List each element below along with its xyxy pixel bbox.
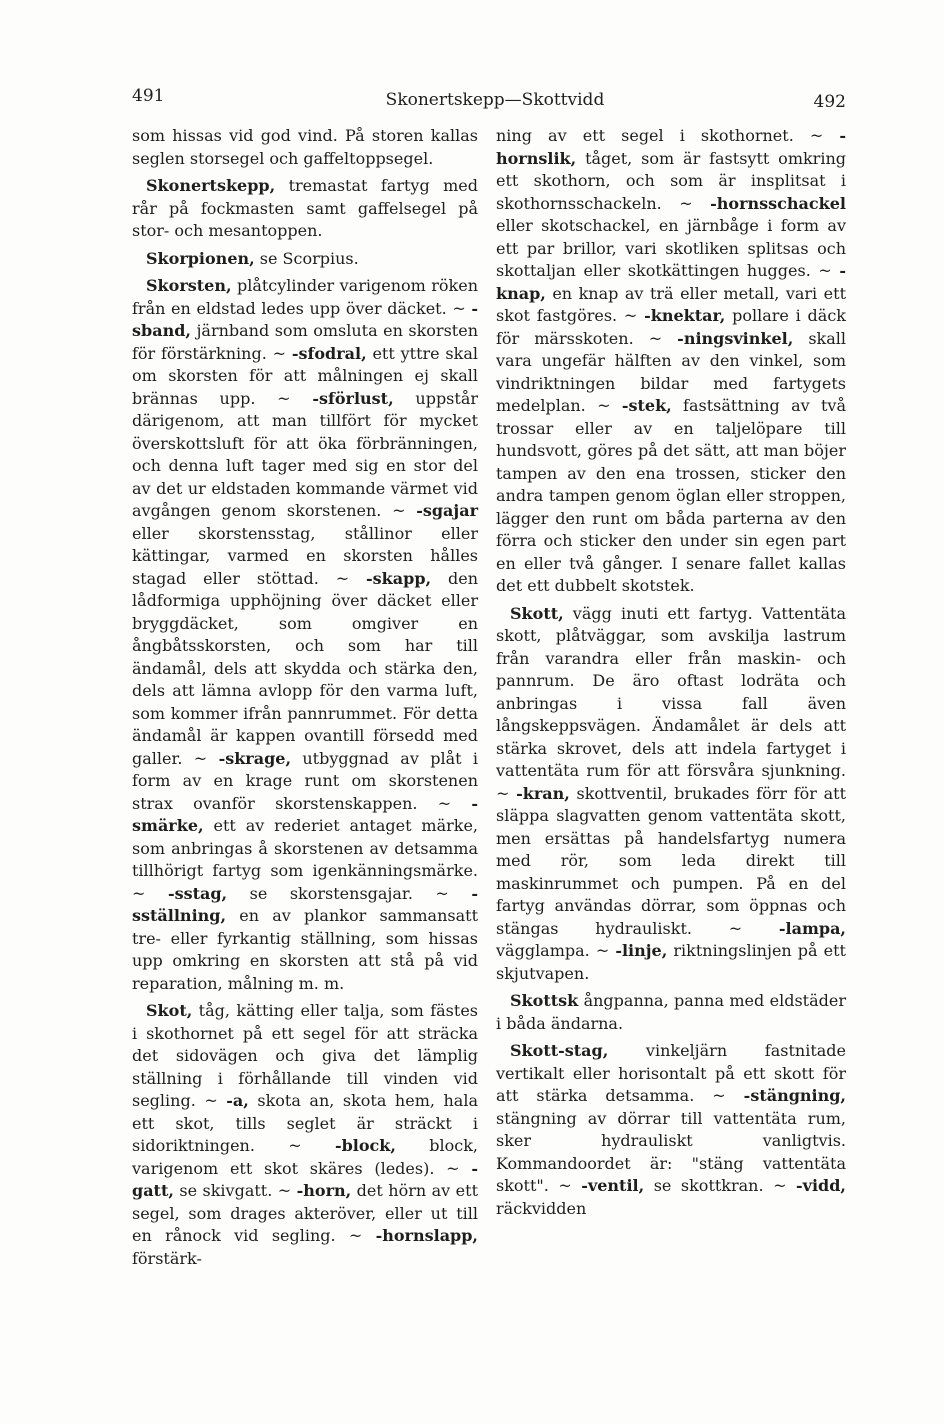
definition-text: se skivgatt. ~ <box>173 1181 297 1200</box>
definition-text: vinkeljärn fastnitade vertikalt eller horisontalt på ett skott för att stärka detsamma. ~ <box>496 1041 846 1105</box>
definition-text: tåg, kätting eller talja, som fästes i skothornet på ett segel för att sträcka det sidovägen och giva det lämplig ställning i förhållande till vinden vid segling. ~ <box>132 1001 478 1110</box>
definition-text: block, varigenom ett skot skäres (ledes). ~ <box>132 1136 479 1178</box>
headword: -smärke, <box>132 793 478 835</box>
definition-text: det hörn av ett segel, som drages akteröver, eller ut till en rånock vid segling. ~ <box>132 1181 479 1245</box>
dictionary-entry <box>496 990 846 1035</box>
entry-text <box>496 125 846 598</box>
headword: -stek, <box>621 396 672 415</box>
definition-text: tremastat fartyg med rår på fockmasten samt gaffelsegel på stor- och mesantoppen. <box>132 176 478 240</box>
headword: -sgajar <box>416 501 478 520</box>
headword: -a, <box>226 1091 249 1110</box>
headword: -ningsvinkel, <box>677 328 794 348</box>
definition-text: se skorstensgajar. ~ <box>227 883 472 903</box>
headword: -sstag, <box>167 883 228 903</box>
definition-text: ångpanna, panna med eldstäder i båda ändarna. <box>496 991 846 1033</box>
headword: -skapp, <box>366 568 432 588</box>
definition-text: pollare i däck för märsskoten. ~ <box>496 306 846 348</box>
definition-text: vägglampa. ~ <box>496 941 616 960</box>
headword: -hornsschackel <box>710 193 846 213</box>
dictionary-entry <box>132 275 478 995</box>
definition-text: se Scorpius. <box>254 248 359 268</box>
definition-text: som hissas vid god vind. På storen kallas seglen storsegel och gaffeltoppsegel. <box>132 126 478 168</box>
headword: Skorsten, <box>146 276 232 295</box>
headword: -knektar, <box>644 306 726 325</box>
definition-text: ett yttre skal om skorsten för att målningen ej skall brännas upp. ~ <box>132 343 478 408</box>
headword: -sband, <box>132 298 478 340</box>
definition-text: ett av rederiet antaget märke, som anbringas å skorstenen av detsamma tillhörigt fartyg som igenkänningsmärke. ~ <box>132 816 478 903</box>
definition-text: riktningslinjen på ett skjutvapen. <box>496 941 846 983</box>
headword: -sställning, <box>132 883 478 925</box>
headword: -gatt, <box>132 1158 478 1200</box>
definition-text: skottventil, brukades förr för att släppa slagvatten genom vattentäta skott, men ersättas på handelsfartyg numera med rör, som leda direkt till maskinrummet och pumpen. På en del fartyg användas dörrar, som öppnas och stängas hydrauliskt. ~ <box>496 783 846 938</box>
headword: Skot, <box>146 1001 193 1020</box>
definition-text: en av plankor sammansatt tre- eller fyrkantig ställning, som hissas upp omkring en skorsten att stå på vid reparation, målning m. m. <box>132 906 478 993</box>
definition-text: förstärk- <box>132 1248 202 1268</box>
headword: -horn, <box>296 1181 352 1200</box>
headword: Skottsk <box>510 991 579 1010</box>
definition-text: skall vara ungefär hälften av den vinkel, som vindriktningen bildar med fartygets medelplan. ~ <box>496 328 847 415</box>
headword: Skott, <box>510 603 564 623</box>
definition-text: stängning av dörrar till vattentäta rum, sker hydrauliskt vanligtvis. Kommandoordet är: "stäng vattentäta skott". ~ <box>496 1108 846 1195</box>
headword: -lampa, <box>778 918 846 938</box>
headword: Skonertskepp, <box>146 176 276 195</box>
entry-text <box>132 125 478 170</box>
definition-text: en knap av trä eller metall, vari ett skot fastgöres. ~ <box>496 283 846 325</box>
definition-text: vägg inuti ett fartyg. Vattentäta skott, plåtväggar, som avskilja lastrum från varandra eller från maskin- och pannrum. De äro oftast lodräta och anbringas i vissa fall även långskeppsvägen. Ändamålet är dels att stärka skrovet, dels att indela fartyget i vattentäta rum för att försvåra sjunkning. ~ <box>496 603 846 803</box>
dictionary-entry <box>132 175 478 243</box>
headword: -hornslik, <box>496 126 846 168</box>
definition-text: tåget, som är fastsytt omkring ett skothorn, och som är insplitsat i skothornsschackeln. ~ <box>496 148 846 213</box>
dictionary-entry <box>132 1000 478 1270</box>
headword: -vidd, <box>796 1176 846 1195</box>
headword: -hornslapp, <box>375 1226 478 1245</box>
right-column <box>496 125 846 1225</box>
headword: -block, <box>334 1136 396 1155</box>
definition-text: eller skorstensstag, stållinor eller kättingar, varmed en skorsten hålles stagad eller stöttad. ~ <box>132 523 478 588</box>
definition-text: fastsättning av två trossar eller av en taljelöpare till hundsvott, göres på det sätt, att man böjer tampen av den ena trossen, sticker den andra tampen genom öglan eller stroppen, lägger den runt om båda parterna av den förra och sticker den under sin egen part en eller två gånger. I senare fallet kallas det ett dubbelt skotstek. <box>496 396 846 595</box>
headword: -sfodral, <box>291 343 367 363</box>
headword: -kran, <box>516 783 570 803</box>
headword: -linje, <box>615 941 668 960</box>
headword: -skrage, <box>218 748 292 768</box>
headword: -sförlust, <box>312 388 394 408</box>
page-header <box>132 86 848 116</box>
definition-text: plåtcylinder varigenom röken från en eldstad ledes upp över däcket. ~ <box>132 276 478 318</box>
left-column <box>132 125 478 1275</box>
definition-text: den lådformiga upphöjning över däcket eller bryggdäcket, som omgiver en ångbåtsskorsten, och som har till ändamål, dels att skydda och stärka den, dels att lämna avlopp för den varma luft, som kommer ifrån pannrummet. För detta ändamål är kappen ovantill försedd med galler. ~ <box>132 568 478 768</box>
definition-text: järnband som omsluta en skorsten för förstärkning. ~ <box>132 321 478 363</box>
dictionary-entry <box>496 603 846 986</box>
definition-text: skota an, skota hem, hala ett skot, tills seglet är sträckt i sidoriktningen. ~ <box>132 1091 478 1155</box>
headword: -ventil, <box>581 1176 645 1195</box>
definition-text: utbyggnad av plåt i form av en krage runt om skorstenen strax ovanför skorstenskappen. ~ <box>132 748 479 813</box>
running-title: Skonertskepp—Skottvidd <box>385 90 605 110</box>
definition-text: se skottkran. ~ <box>644 1176 797 1195</box>
definition-text: eller skotschackel, en järnbåge i form av ett par brillor, vari skotliken splitsas och skottaljan eller skotkättingen hugges. ~ <box>496 216 846 280</box>
page-number-right: 492 <box>813 92 846 112</box>
definition-text: ning av ett segel i skothornet. ~ <box>496 126 840 145</box>
headword: -knap, <box>496 261 846 303</box>
dictionary-entry <box>132 248 478 271</box>
headword: -stängning, <box>743 1086 846 1105</box>
definition-text: räckvidden <box>496 1198 587 1218</box>
headword: Skott-stag, <box>510 1041 609 1060</box>
dictionary-entry <box>496 1040 846 1220</box>
definition-text: uppstår därigenom, att man tillfört för mycket överskottsluft för att öka förbränningen, och denna luft tager med sig en stor del av det ur eldstaden kommande värmet vid avgången genom skorstenen. ~ <box>132 388 479 520</box>
page-number-left: 491 <box>132 86 165 106</box>
headword: Skorpionen, <box>146 248 255 268</box>
